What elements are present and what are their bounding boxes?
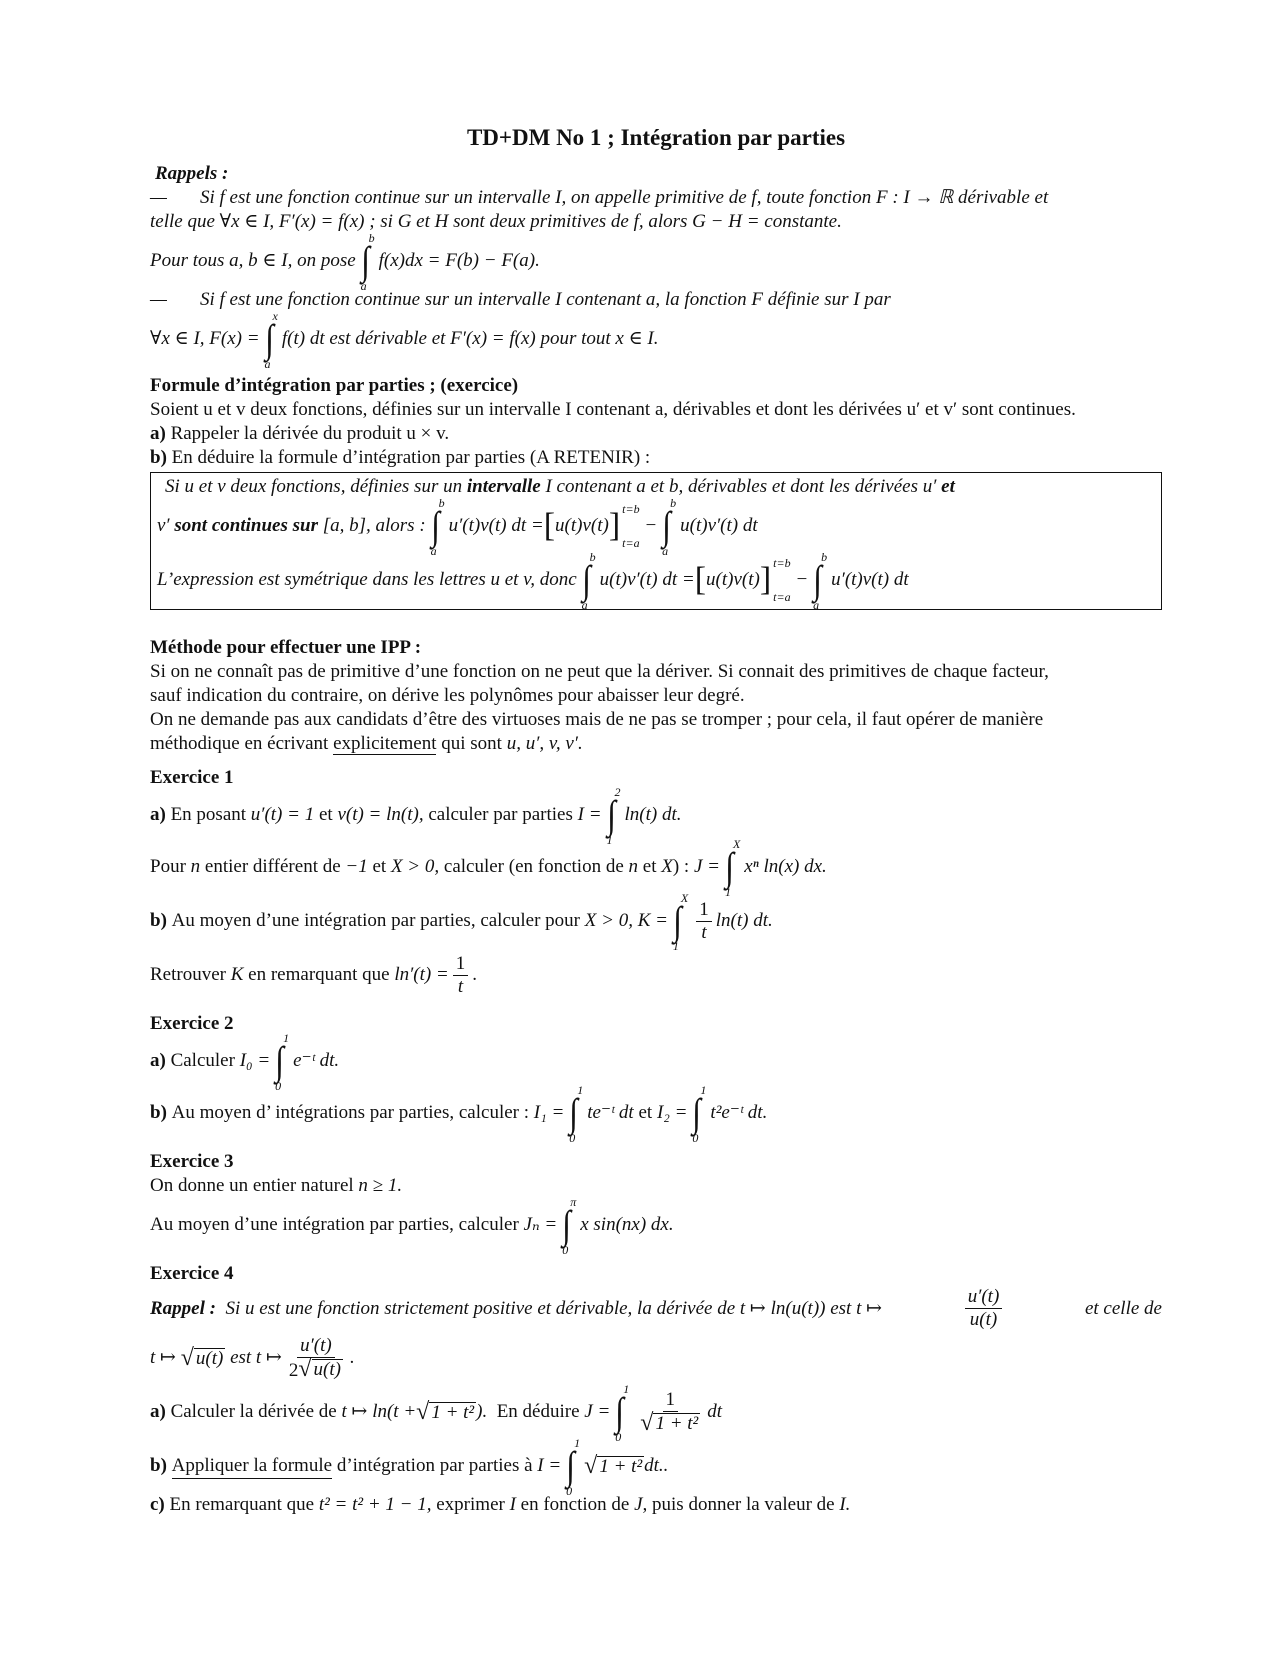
rappel-text-2-prefix: Pour tous a, b ∈ I, on pose [150,250,356,271]
formule-question-b: b) En déduire la formule d’intégration par parties (A RETENIR) : [150,447,651,468]
rappel-integral-definition [150,231,1162,293]
rappel-primitive-definition [150,309,1162,371]
exercice-1-question-a: a) En posant u′(t) = 1 et v(t) = ln(t), calculer par parties I = ∫ 2 1 ln(t) dt. [150,785,682,847]
methode-line-1: Si on ne connaît pas de primitive d’une fonction on ne peut que la dériver. Si connait des primitives de chaque facteur, [150,661,1049,682]
exercice-4-question-c: c) En remarquant que t² = t² + 1 − 1, exprimer I en fonction de J, puis donner la valeur de I. [150,1494,851,1515]
integral-symbol: ∫ 1 0 [569,1083,584,1145]
exercice-1-heading: Exercice 1 [150,767,234,788]
exercice-1 [150,766,1162,1002]
integral-symbol: ∫ X 1 [724,837,741,899]
exercice-4 [150,1262,1162,1517]
exercice-4-rappel: Rappel : Si u est une fonction strictement positive et dérivable, la dérivée de t ↦ ln(u(t)) est t ↦ $\frac{u'(t)}{u(t)}$ et celle de [150,1286,1162,1330]
exercice-1-question-j: Pour n entier différent de −1 et X > 0, calculer (en fonction de n et X ) : J = ∫ X 1 xⁿ ln(x) dx. [150,837,827,899]
exercice-4-question-a: a) Calculer la dérivée de t ↦ ln(t + √ 1 + t² ). En déduire J = ∫ 1 0 1 √ 1 + t² dt [150,1382,723,1444]
integral-symbol: ∫ 1 0 [566,1436,581,1498]
integral-symbol: ∫ 1 0 [692,1083,707,1145]
exercice-2-question-b: b) Au moyen d’ intégrations par parties, calculer : I₁ = ∫ 1 0 te⁻ᵗ dt et I₂ = ∫ 1 0 t²e⁻ᵗ dt. [150,1083,768,1145]
page-title: TD+DM No 1 ; Intégration par parties [466,125,846,150]
integral-symbol: ∫ b a [662,496,677,558]
box-line-1: Si u et v deux fonctions, définies sur un intervalle I contenant a et b, dérivables et dont les dérivées u′ et [165,476,955,497]
integral-symbol: ∫ π 0 [562,1195,577,1257]
methode-heading: Méthode pour effectuer une IPP : [150,637,422,658]
integral-symbol: ∫ X 1 [672,891,689,953]
fraction: u′(t) 2 √ u(t) [288,1334,341,1382]
square-root: √ u(t) [180,1345,224,1371]
document-page [150,126,1162,1517]
exercice-2-heading: Exercice 2 [150,1013,234,1034]
exercice-4-heading: Exercice 4 [150,1263,234,1284]
integral-symbol: ∫ b a [360,231,375,293]
fraction: 1 √ 1 + t² [640,1388,699,1436]
rappel-text-4-prefix: ∀x ∈ I, F(x) = [150,328,260,349]
exercice-3-heading: Exercice 3 [150,1151,234,1172]
fraction: $\frac{1}{t}$ [696,899,712,944]
dash-bullet: — [150,187,167,208]
rappel-text-1a: Si f est une fonction continue sur un intervalle I, on appelle primitive de f, toute fonction F : I → ℝ dérivable et [200,187,1049,208]
rappel-text-3: Si f est une fonction continue sur un intervalle I contenant a, la fonction F définie sur I par [200,289,891,310]
integral-symbol: ∫ 1 0 [275,1031,290,1093]
integral-symbol: ∫ x a [264,309,278,371]
fraction: $\frac{1}{t}$ [453,953,469,998]
exercice-4-rappel-2: t ↦ √ u(t) est t ↦ u′(t) 2 √ u(t) . [150,1334,355,1382]
box-line-2: v′ sont continues sur [a, b], alors : ∫ b a u′(t)v(t) dt = [ u(t)v(t) ] t=b t=a − ∫ b a u(t)v′(t) dt [157,496,758,558]
methode-line-2: sauf indication du contraire, on dérive les polynômes pour abaisser leur degré. [150,685,745,706]
formule-section [150,374,1162,610]
exercice-3-line-1: On donne un entier naturel n ≥ 1. [150,1175,403,1196]
evaluation-bracket: [ u(t)v(t) ] t=b t=a [694,556,791,604]
exercice-2-question-a: a) Calculer I₀ = ∫ 1 0 e⁻ᵗ dt. [150,1031,340,1093]
integral-symbol: ∫ b a [430,496,445,558]
box-line-3: L’expression est symétrique dans les lettres u et v, donc ∫ b a u(t)v′(t) dt = [ u(t)v(t) ] t=b t=a − ∫ b a u′(t)v(t) dt [157,550,909,612]
fraction: $\frac{u'(t)}{u(t)}$ [965,1286,1003,1331]
exercice-3 [150,1150,1162,1257]
rappels-section [150,162,1162,371]
formule-question-a: a) Rappeler la dérivée du produit u × v. [150,423,450,444]
methode-line-4: méthodique en écrivant explicitement qui sont u, u′, v, v′. [150,733,583,754]
formule-intro: Soient u et v deux fonctions, définies sur un intervalle I contenant a, dérivables et dont les dérivées u′ et v′ sont continues. [150,399,1076,420]
formula-box [150,472,1162,610]
exercice-2 [150,1012,1162,1145]
rappel-text-1b: telle que ∀x ∈ I, F′(x) = f(x) ; si G et H sont deux primitives de f, alors G − H = constante. [150,211,842,232]
exercice-3-question: Au moyen d’une intégration par parties, calculer Jₙ = ∫ π 0 x sin(nx) dx. [150,1195,674,1257]
rappel-text-4-suffix: f(t) dt est dérivable et F′(x) = f(x) pour tout x ∈ I. [281,328,659,349]
methode-line-3: On ne demande pas aux candidats d’être des virtuoses mais de ne pas se tromper ; pour cela, il faut opérer de manière [150,709,1044,730]
integral-symbol: ∫ b a [813,550,828,612]
integral-symbol: ∫ b a [581,550,596,612]
exercice-1-retrouver: Retrouver K en remarquant que ln′(t) = $\frac{1}{t}$ . [150,952,478,997]
square-root: √ 1 + t² [584,1453,643,1479]
exercice-1-question-b: b) Au moyen d’une intégration par parties, calculer pour X > 0, K = ∫ X 1 $\frac{1}{t}$ ln(t) dt. [150,891,773,953]
evaluation-bracket: [ u(t)v(t) ] t=b t=a [543,502,640,550]
methode-section [150,636,1162,756]
square-root: √ 1 + t² [416,1399,475,1425]
rappel-paragraph-1 [150,186,1162,210]
integral-symbol: ∫ 2 1 [606,785,621,847]
formule-heading: Formule d’intégration par parties ; (exercice) [150,375,519,396]
integral-symbol: ∫ 1 0 [615,1382,630,1444]
rappel-paragraph-3 [150,288,1162,312]
exercice-4-question-b: b) Appliquer la formule d’intégration par parties à I = ∫ 1 0 √ 1 + t² dt.. [150,1436,669,1498]
rappel-text-2-suffix: f(x)dx = F(b) − F(a). [378,250,540,271]
rappels-heading: Rappels : [155,163,229,184]
dash-bullet: — [150,289,167,310]
